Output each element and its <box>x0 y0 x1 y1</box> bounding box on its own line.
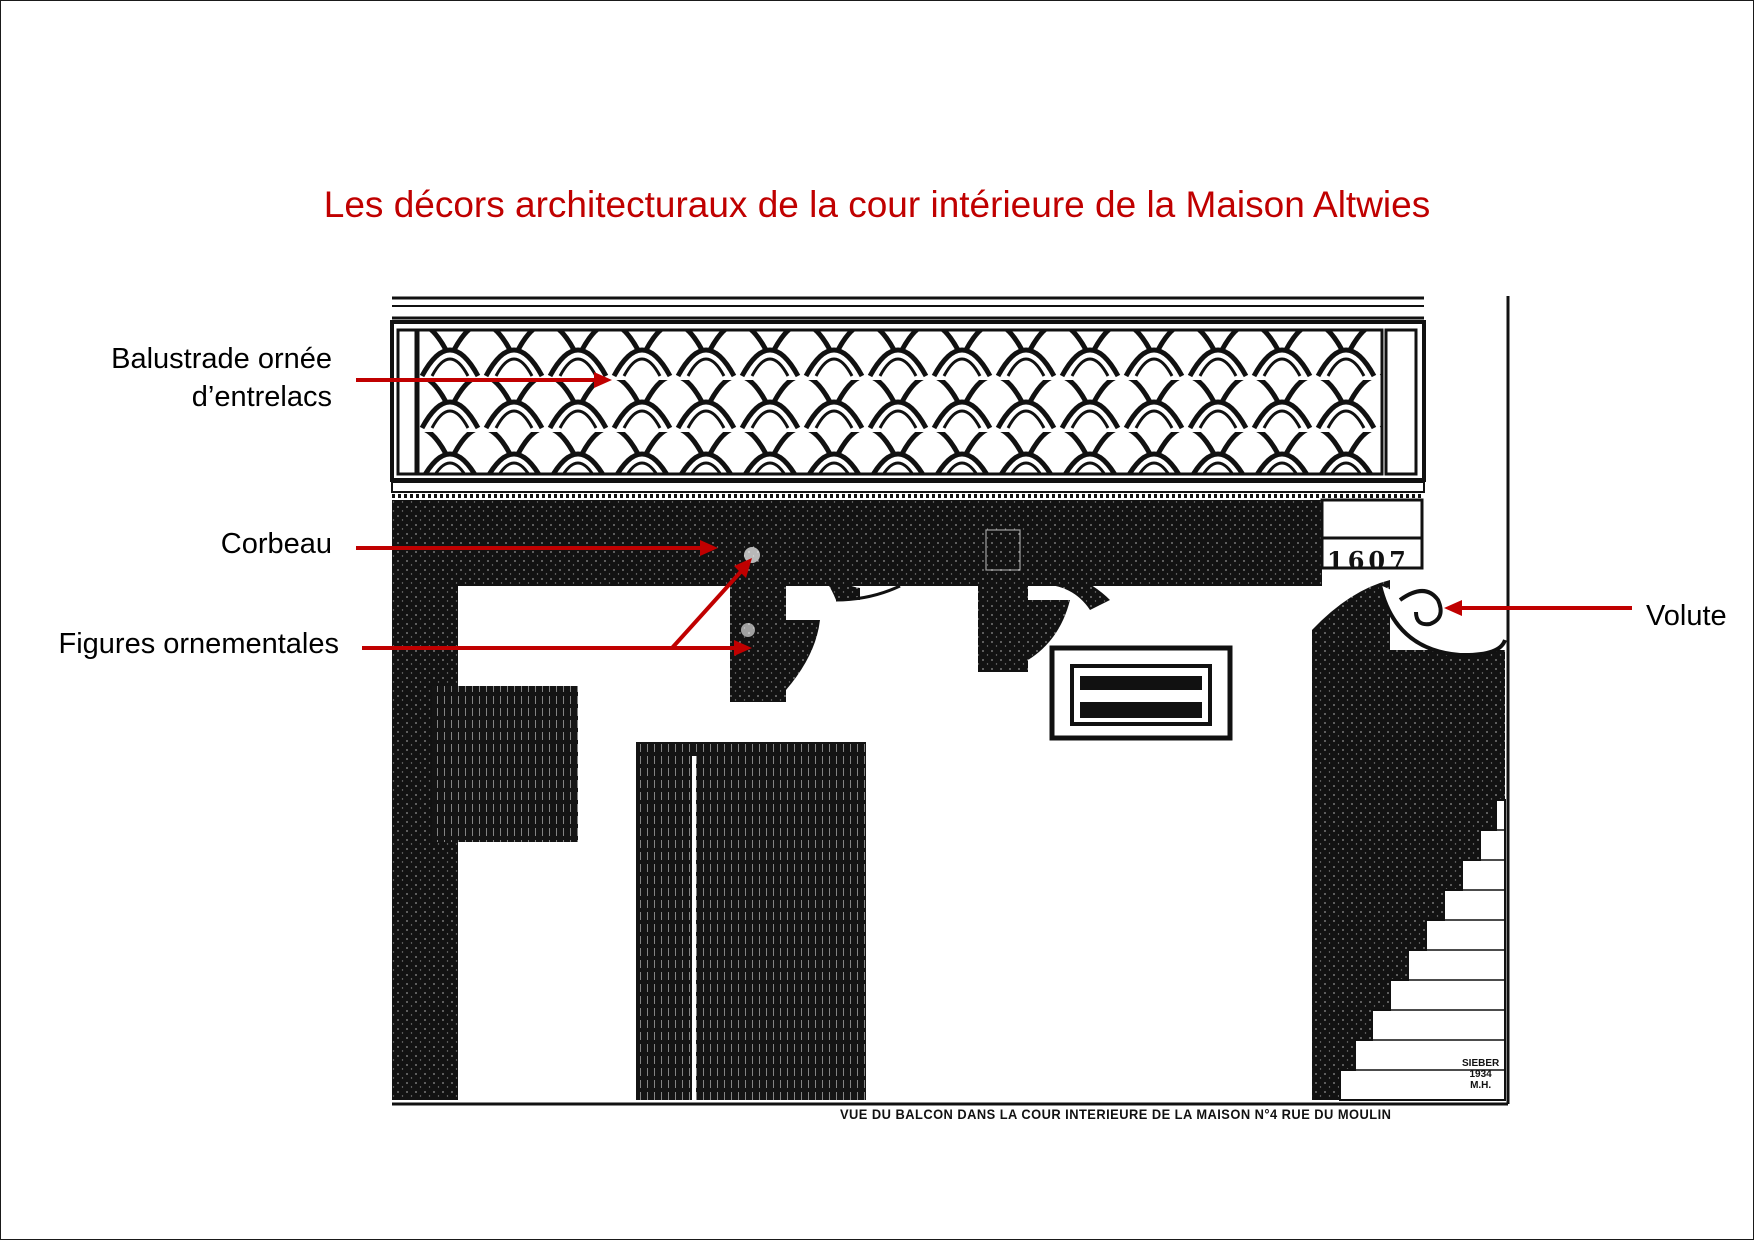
label-corbeau: Corbeau <box>220 528 332 560</box>
cornice <box>392 298 1424 318</box>
label-volute: Volute <box>1646 600 1727 632</box>
window-upper <box>1052 648 1230 738</box>
balustrade-panel <box>392 322 1424 480</box>
door <box>636 742 866 1100</box>
label-balustrade-line1: Balustrade ornée <box>111 343 332 375</box>
shutter <box>432 686 578 842</box>
slide-title: Les décors architecturaux de la cour intérieure de la Maison Altwies <box>323 184 1431 225</box>
balustrade-moulding <box>392 482 1424 496</box>
label-balustrade-line2: d’entrelacs <box>191 381 332 413</box>
arrow-volute-head <box>1444 600 1462 616</box>
label-balustrade <box>60 340 332 416</box>
drawing-caption: VUE DU BALCON DANS LA COUR INTERIEURE DE LA MAISON N°4 RUE DU MOULIN <box>840 1106 1392 1122</box>
signature-line2: 1934 <box>1469 1069 1492 1080</box>
artist-signature <box>1462 1058 1499 1091</box>
date-plaque-text: 1607 <box>1327 546 1410 575</box>
signature-line3: M.H. <box>1470 1080 1492 1091</box>
volute-scroll <box>1380 585 1505 655</box>
label-figures: Figures ornementales <box>58 628 339 660</box>
signature-line1: SIEBER <box>1462 1058 1500 1069</box>
